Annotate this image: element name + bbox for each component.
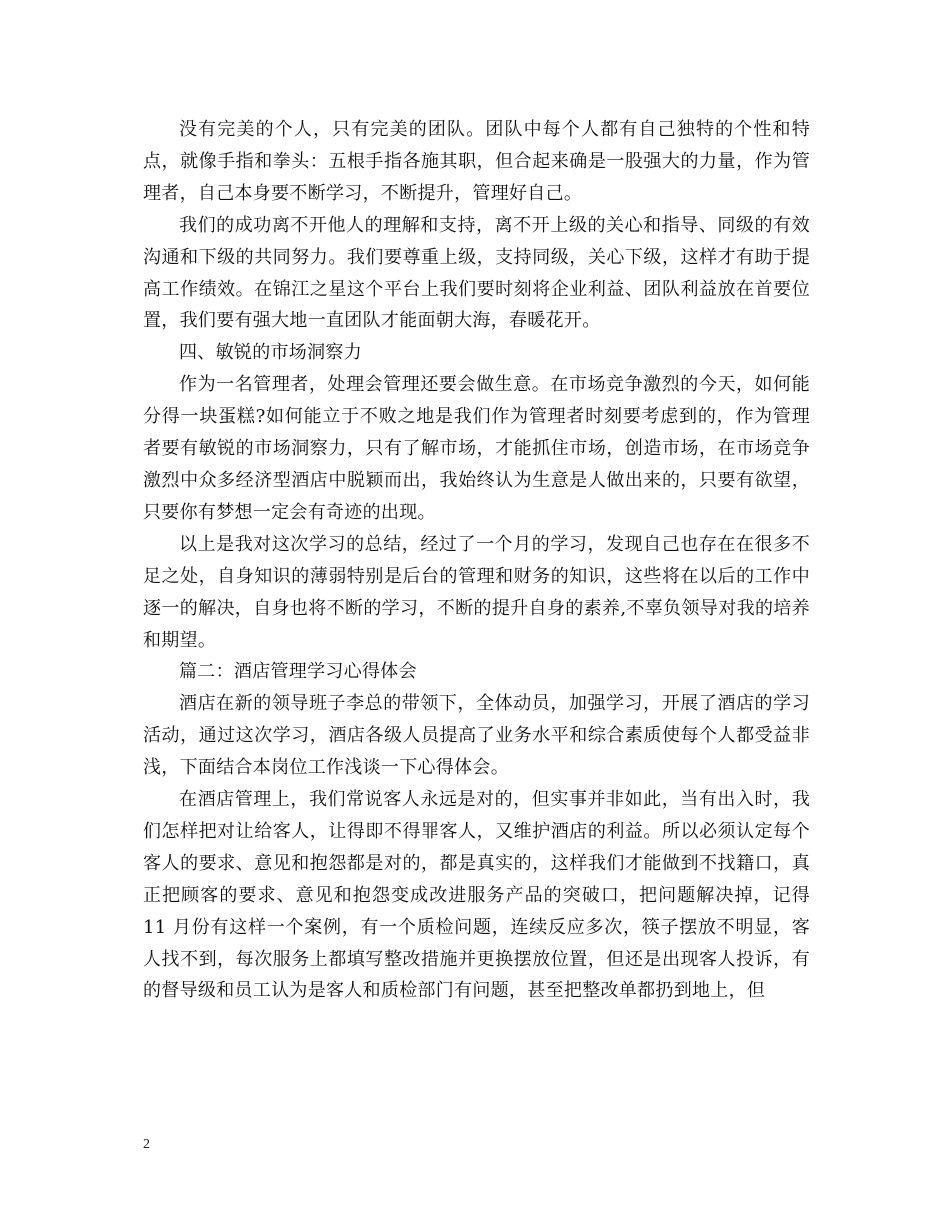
paragraph-cooperation: 我们的成功离不开他人的理解和支持，离不开上级的关心和指导、同级的有效沟通和下级的共同努力。我们要尊重上级，支持同级，关心下级，这样才有助于提高工作绩效。在锦江之星这个平台上我们要时刻将企业利益、团队利益放在首要位置，我们要有强大地一直团队才能面朝大海，春暖花开。 [143,214,810,332]
paragraph-summary: 以上是我对这次学习的总结，经过了一个月的学习，发现自己也存在在很多不足之处，自身知识的薄弱特别是后台的管理和财务的知识，这些将在以后的工作中逐一的解决，自身也将不断的学习，不断的提升自身的素养,不辜负领导对我的培养和期望。 [143,533,810,651]
paragraph-team: 没有完美的个人，只有完美的团队。团队中每个人都有自己独特的个性和特点，就像手指和拳头：五根手指各施其职，但合起来确是一股强大的力量，作为管理者，自己本身要不断学习，不断提升，管理好自己。 [143,119,810,204]
page-number: 2 [143,1137,150,1152]
paragraph-customer-service: 在酒店管理上，我们常说客人永远是对的，但实事并非如此，当有出入时，我们怎样把对让给客人，让得即不得罪客人，又维护酒店的利益。所以必须认定每个客人的要求、意见和抱怨都是对的，都是真实的，这样我们才能做到不找籍口，真正把顾客的要求、意见和抱怨变成改进服务产品的突破口，把问题解决掉，记得 11 月份有这样一个案例，有一个质检问题，连续反应多次，筷子摆放不明显，客人找不到，每次服务上都填写整改措施并更换摆放位置，但还是出现客人投诉，有的督导级和员工认为是客人和质检部门有问题，甚至把整改单都扔到地上，但 [143,789,810,1002]
paragraph-hotel-learning: 酒店在新的领导班子李总的带领下，全体动员，加强学习，开展了酒店的学习活动，通过这次学习，酒店各级人员提高了业务水平和综合素质使每个人都受益非浅，下面结合本岗位工作浅谈一下心得体会。 [143,693,810,779]
paragraph-market-insight: 作为一名管理者，处理会管理还要会做生意。在市场竞争激烈的今天，如何能分得一块蛋糕?如何能立于不败之地是我们作为管理者时刻要考虑到的，作为管理者要有敏锐的市场洞察力，只有了解市场，才能抓住市场，创造市场，在市场竞争激烈中众多经济型酒店中脱颖而出，我始终认为生意是人做出来的，只要有欲望，只要你有梦想一定会有奇迹的出现。 [143,374,810,523]
section-heading-market-insight: 四、敏锐的市场洞察力 [179,342,362,364]
page-body [143,114,810,1007]
article-heading-part-two: 篇二：酒店管理学习心得体会 [179,661,417,683]
